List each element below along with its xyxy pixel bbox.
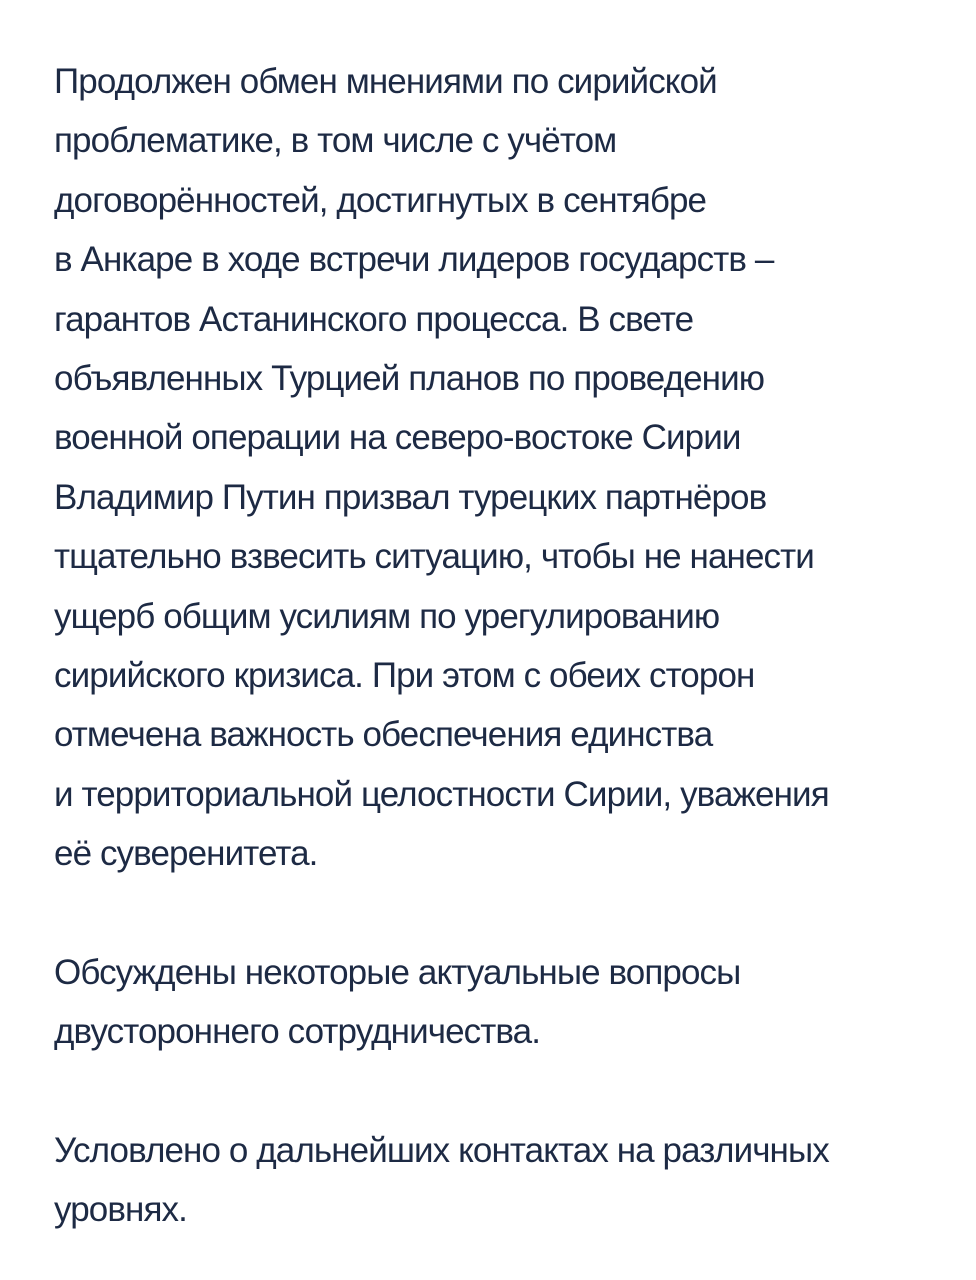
text-line: объявленных Турцией планов по проведению (54, 359, 765, 399)
text-line: ущерб общим усилиям по урегулированию (54, 596, 720, 636)
text-line: в Анкаре в ходе встречи лидеров государств – (54, 240, 774, 280)
text-line: Обсуждены некоторые актуальные вопросы (54, 952, 741, 992)
paragraph-syria (54, 52, 936, 884)
text-line: отмечена важность обеспечения единства (54, 715, 713, 755)
text-line: уровнях. (54, 1189, 187, 1229)
text-line: договорённостей, достигнутых в сентябре (54, 180, 707, 220)
text-line: её суверенитета. (54, 834, 318, 874)
text-line: военной операции на северо-востоке Сирии (54, 418, 741, 458)
text-line: Условлено о дальнейших контактах на различных (54, 1130, 829, 1170)
text-line: сирийского кризиса. При этом с обеих сторон (54, 656, 755, 696)
text-line: Владимир Путин призвал турецких партнёров (54, 477, 767, 517)
text-line: и территориальной целостности Сирии, уважения (54, 774, 829, 814)
paragraph-cooperation (54, 943, 936, 1062)
text-line: проблематике, в том числе с учётом (54, 121, 617, 161)
text-line: гарантов Астанинского процесса. В свете (54, 299, 694, 339)
article-body (54, 52, 936, 1239)
paragraph-contacts (54, 1121, 936, 1240)
text-line: тщательно взвесить ситуацию, чтобы не нанести (54, 537, 814, 577)
text-line: Продолжен обмен мнениями по сирийской (54, 62, 717, 101)
text-line: двустороннего сотрудничества. (54, 1012, 541, 1052)
